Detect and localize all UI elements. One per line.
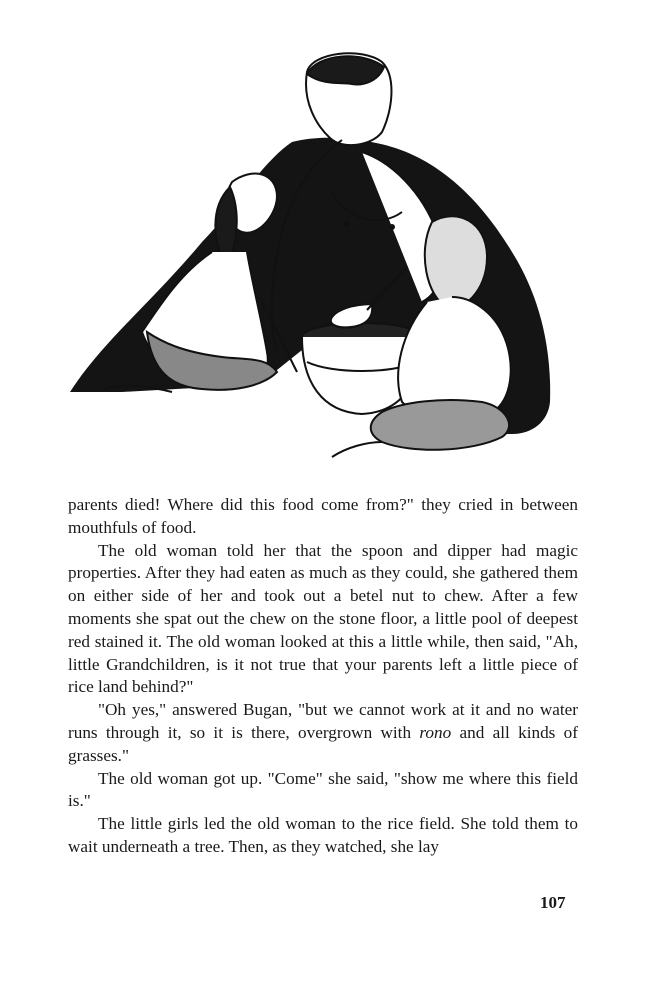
story-text [68,494,578,859]
paragraph: parents died! Where did this food come from?" they cried in between mouthfuls of food. [68,495,578,537]
page-number: 107 [540,893,566,912]
illustration-old-woman-feeding-girls [62,42,562,474]
paragraph: The old woman told her that the spoon and dipper had magic properties. After they had eaten as much as they could, she gathered them on either side of her and took out a betel nut to chew. After a few moments she spat out the chew on the stone floor, a little pool of deepest red stained it. The old woman looked at this a little while, then said, "Ah, little Grandchildren, is it not true that your parents left a little piece of rice land behind?" [68,540,578,697]
italic-word: rono [419,722,452,742]
paragraph: The old woman got up. "Come" she said, "show me where this field is." [68,768,578,811]
paragraph: The little girls led the old woman to the rice field. She told them to wait underneath a tree. Then, as they watched, she lay [68,814,578,856]
paragraph-text: and all kinds of grasses." [68,722,579,765]
paragraph [68,699,578,767]
paragraph-text: "Oh yes," answered Bugan, "but we cannot work at it and no water runs through it, so it is there, overgrown with [68,700,578,742]
